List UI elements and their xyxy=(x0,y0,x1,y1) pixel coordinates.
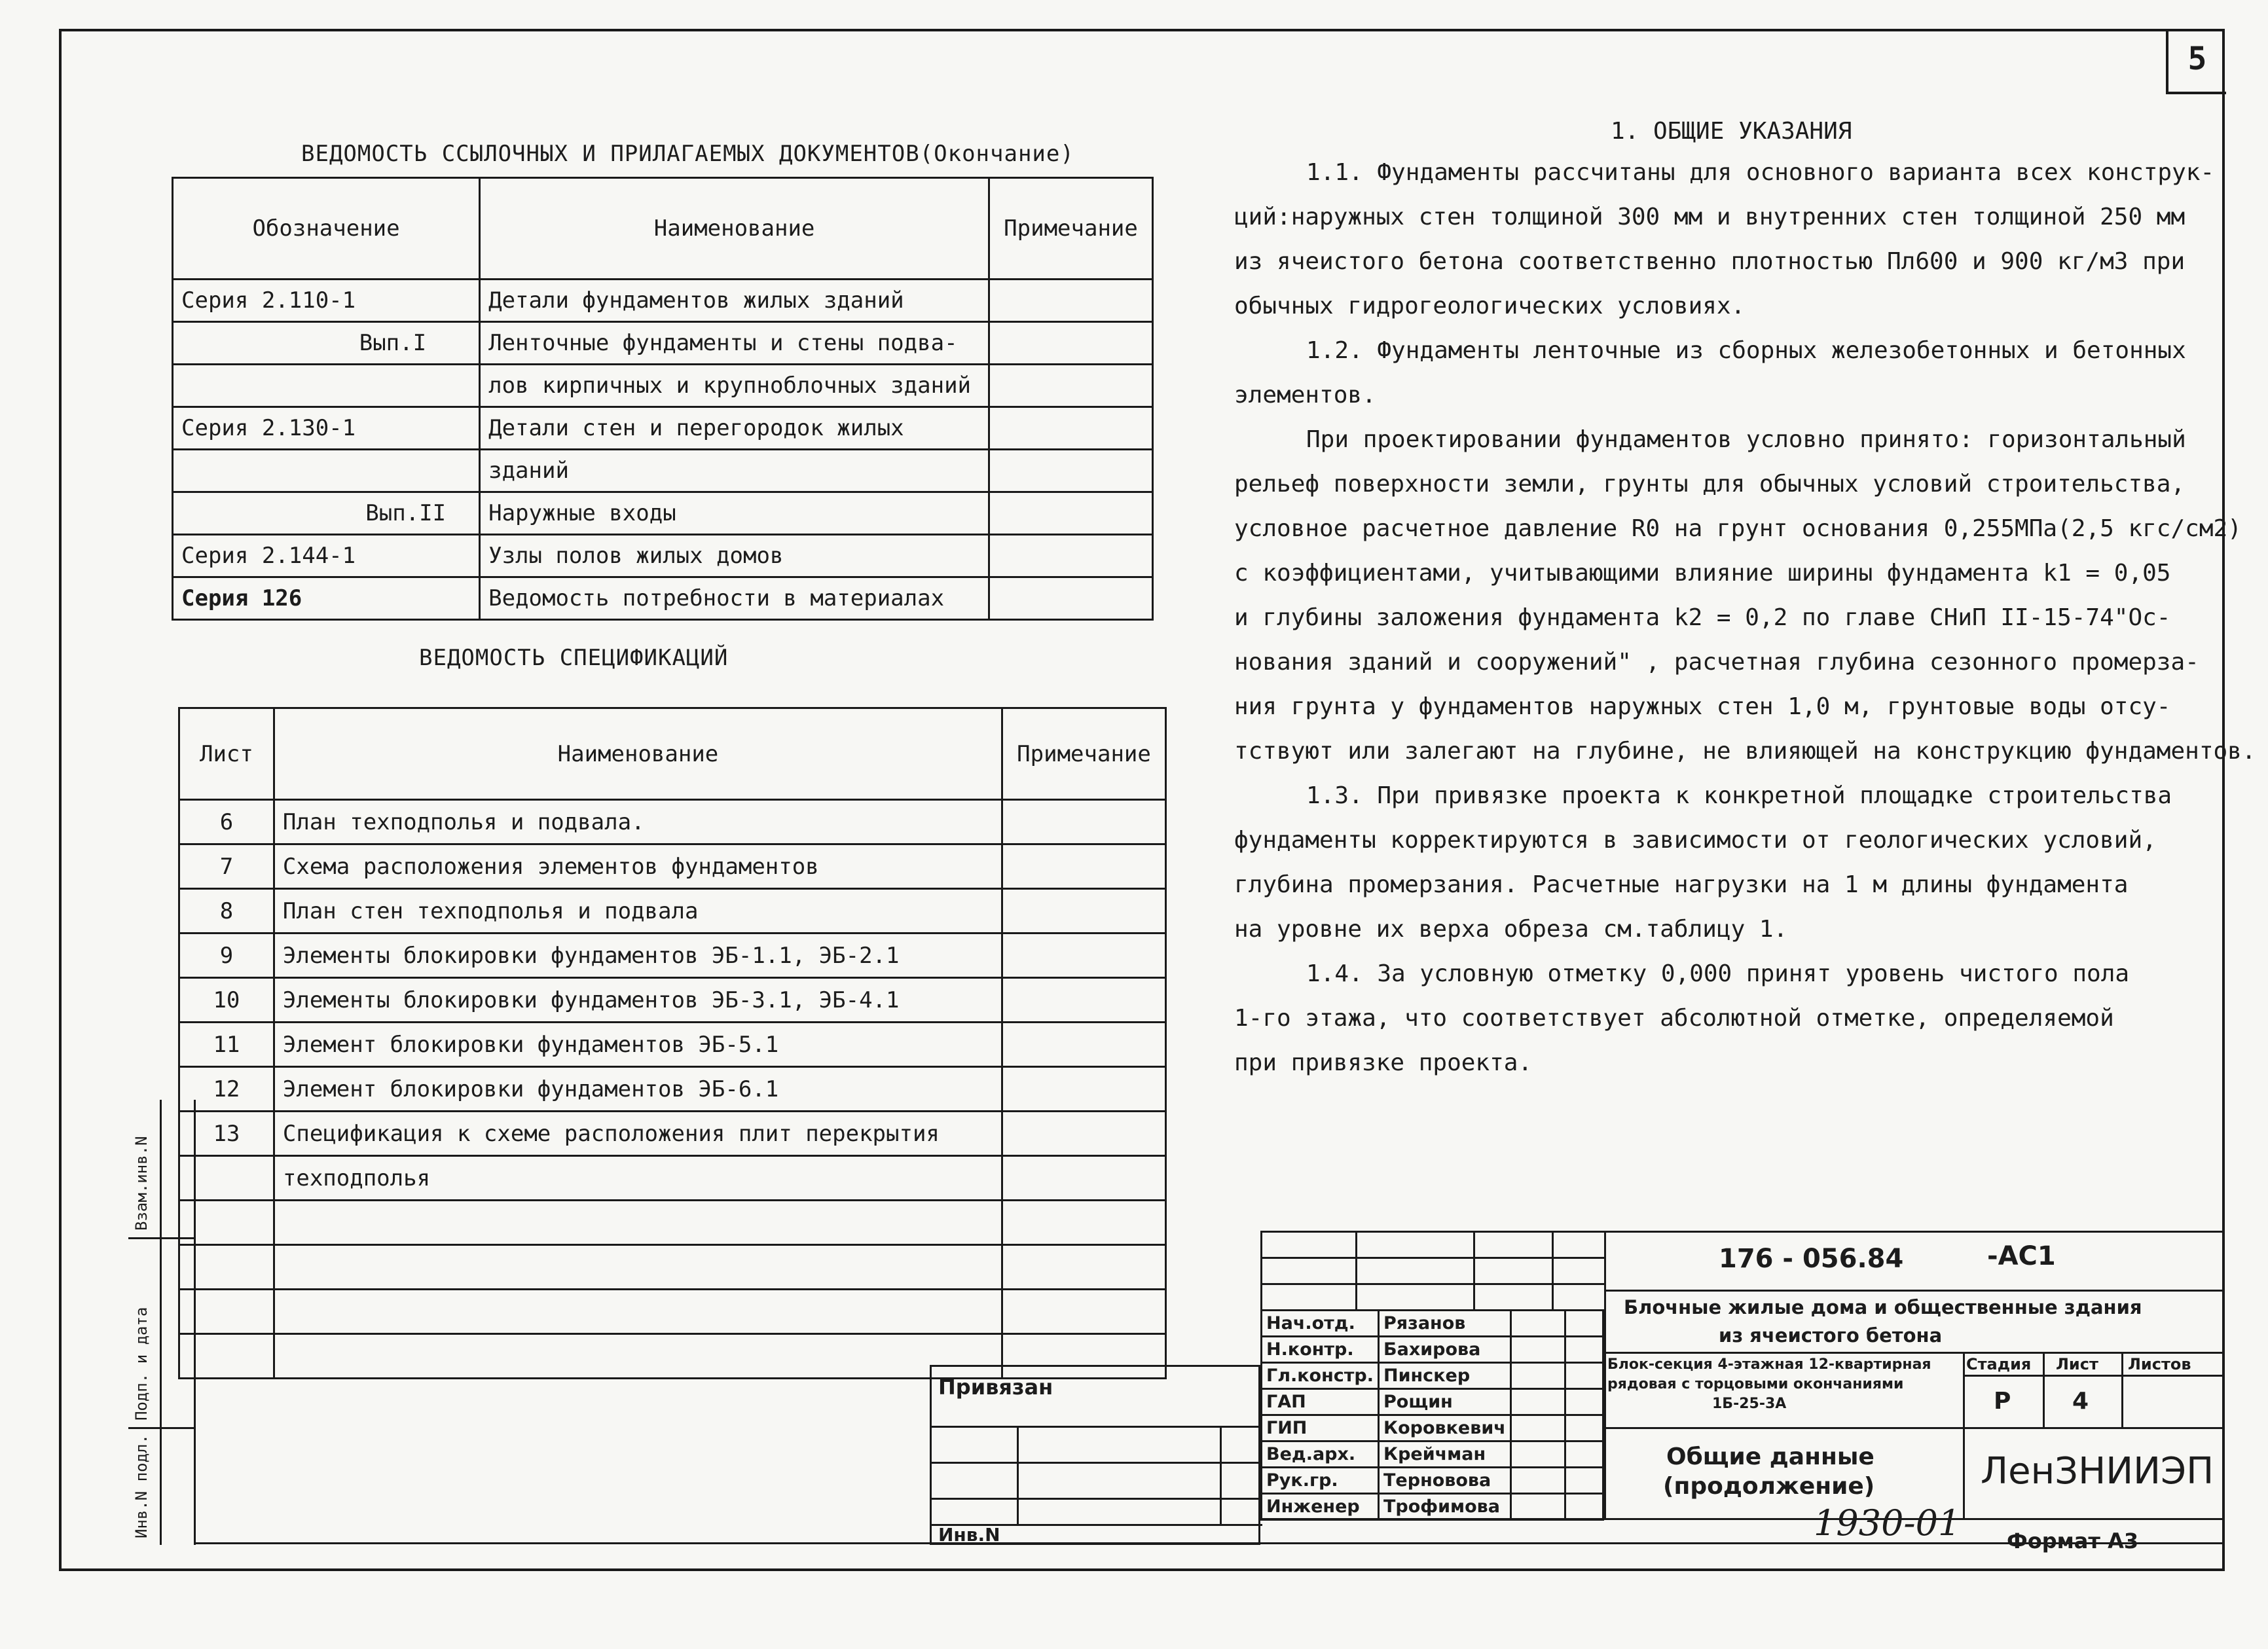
notes-line: условное расчетное давление R0 на грунт основания 0,255МПа(2,5 кгс/см2) xyxy=(1234,515,2242,542)
staff-row: ГИП Коровкевич xyxy=(1262,1415,1603,1441)
table-row: Серия 2.110-1 Детали фундаментов жилых зданий xyxy=(173,280,1153,322)
notes-line: и глубины заложения фундамента k2 = 0,2 по главе СНиП II-15-74"Ос- xyxy=(1234,604,2171,631)
references-table xyxy=(172,177,1154,621)
notes-line: нования зданий и сооружений" , расчетная глубина сезонного промерза- xyxy=(1234,649,2199,676)
col-header-name: Наименование xyxy=(480,178,989,280)
title-block xyxy=(1260,1231,2224,1517)
section-name-3: 1Б-25-3А xyxy=(1712,1396,1787,1412)
col-header-code: Обозначение xyxy=(173,178,480,280)
archive-number: 1930-01 xyxy=(1814,1502,1961,1544)
binding-title: Привязан xyxy=(938,1375,1053,1400)
inner-frame-left xyxy=(194,1100,196,1545)
table-row: техподполья xyxy=(179,1156,1166,1201)
table2-title: ВЕДОМОСТЬ СПЕЦИФИКАЦИЙ xyxy=(419,645,729,671)
staff-row: ГАП Рощин xyxy=(1262,1389,1603,1415)
notes-line: ций:наружных стен толщиной 300 мм и внутренних стен толщиной 250 мм xyxy=(1234,204,2186,230)
col-header-note: Примечание xyxy=(1002,708,1166,800)
table-row: лов кирпичных и крупноблочных зданий xyxy=(173,365,1153,407)
notes-line: с коэффициентами, учитывающими влияние ширины фундамента k1 = 0,05 xyxy=(1234,560,2171,587)
notes-line: 1-го этажа, что соответствует абсолютной отметке, определяемой xyxy=(1234,1005,2114,1032)
project-name-2: из ячеистого бетона xyxy=(1719,1324,1943,1347)
col-header-name: Наименование xyxy=(274,708,1002,800)
table-row: Вып.I Ленточные фундаменты и стены подва- xyxy=(173,322,1153,365)
col-header-sheet: Лист xyxy=(179,708,274,800)
notes-line: При проектировании фундаментов условно принято: горизонтальный xyxy=(1306,426,2186,453)
table-row xyxy=(179,1290,1166,1334)
table-row: 8 План стен техподполья и подвала xyxy=(179,889,1166,933)
notes-line: 1.4. За условную отметку 0,000 принят уровень чистого пола xyxy=(1306,960,2130,987)
staff-row: Нач.отд. Рязанов xyxy=(1262,1311,1603,1337)
table-row: Серия 126 Ведомость потребности в материалах xyxy=(173,577,1153,620)
notes-line: фундаменты корректируются в зависимости от геологических условий, xyxy=(1234,827,2157,854)
binding-inv: Инв.N xyxy=(938,1524,1000,1546)
notes-line: 1.3. При привязке проекта к конкретной площадке строительства xyxy=(1306,782,2172,809)
table-row: Серия 2.130-1 Детали стен и перегородок жилых xyxy=(173,407,1153,450)
staff-row: Гл.констр. Пинскер xyxy=(1262,1363,1603,1389)
notes-line: элементов. xyxy=(1234,382,1376,408)
table-row: Серия 2.144-1 Узлы полов жилых домов xyxy=(173,535,1153,577)
section-name: Блок-секция 4-этажная 12-квартирная xyxy=(1607,1356,1931,1373)
section-name-2: рядовая с торцовыми окончаниями xyxy=(1607,1376,1904,1392)
organization-name: ЛенЗНИИЭП xyxy=(1981,1450,2214,1493)
table-row: 13 Спецификация к схеме расположения плит перекрытия xyxy=(179,1112,1166,1156)
notes-line: рельеф поверхности земли, грунты для обычных условий строительства, xyxy=(1234,471,2186,498)
table-row: 10 Элементы блокировки фундаментов ЭБ-3.1, ЭБ-4.1 xyxy=(179,978,1166,1023)
staff-row: Вед.арх. Крейчман xyxy=(1262,1441,1603,1468)
doc-code: 176 - 056.84 xyxy=(1719,1244,1904,1274)
table-row: 9 Элементы блокировки фундаментов ЭБ-1.1, ЭБ-2.1 xyxy=(179,933,1166,978)
notes-line: глубина промерзания. Расчетные нагрузки на 1 м длины фундамента xyxy=(1234,871,2129,898)
project-name: Блочные жилые дома и общественные здания xyxy=(1624,1296,2142,1318)
sheet-number: 5 xyxy=(2166,29,2226,94)
strip-label: Инв.N подл. xyxy=(132,1434,151,1538)
stage-label: Стадия xyxy=(1966,1355,2032,1373)
notes-line: тствуют или залегают на глубине, не влияющей на конструкцию фундаментов. xyxy=(1234,738,2256,765)
table-row xyxy=(179,1245,1166,1290)
table-row: 12 Элемент блокировки фундаментов ЭБ-6.1 xyxy=(179,1067,1166,1112)
table-row: Вып.II Наружные входы xyxy=(173,492,1153,535)
notes-line: обычных гидрогеологических условиях. xyxy=(1234,293,1746,319)
notes-line: при привязке проекта. xyxy=(1234,1049,1533,1076)
stage-value: Р xyxy=(1994,1388,2011,1415)
notes-line: 1.2. Фундаменты ленточные из сборных железобетонных и бетонных xyxy=(1306,337,2186,364)
sheet-label: Лист xyxy=(2056,1355,2098,1373)
staff-table xyxy=(1260,1309,1604,1521)
sheets-label: Листов xyxy=(2128,1355,2191,1373)
specifications-table xyxy=(178,707,1167,1379)
strip-label: Подп. и дата xyxy=(132,1307,151,1421)
notes-line: ния грунта у фундаментов наружных стен 1,0 м, грунтовые воды отсу- xyxy=(1234,693,2171,720)
table1-title: ВЕДОМОСТЬ ССЫЛОЧНЫХ И ПРИЛАГАЕМЫХ ДОКУМЕНТОВ(Окончание) xyxy=(301,141,1074,167)
table-row xyxy=(179,1201,1166,1245)
notes-line: 1.1. Фундаменты рассчитаны для основного варианта всех конструк- xyxy=(1306,159,2215,186)
staff-row: Инженер Трофимова xyxy=(1262,1494,1603,1520)
binding-box xyxy=(930,1365,1260,1545)
table-row: 6 План техподполья и подвала. xyxy=(179,800,1166,844)
paper-format: Формат А3 xyxy=(2007,1529,2139,1553)
col-header-note: Примечание xyxy=(989,178,1153,280)
sheet-value: 4 xyxy=(2072,1388,2089,1415)
table-row: зданий xyxy=(173,450,1153,492)
doc-suffix: -АС1 xyxy=(1987,1241,2056,1271)
notes-line: из ячеистого бетона соответственно плотностью Пл600 и 900 кг/м3 при xyxy=(1234,248,2186,275)
sheet-title: Общие данные xyxy=(1666,1443,1875,1470)
notes-title: 1. ОБЩИЕ УКАЗАНИЯ xyxy=(1611,118,1852,145)
staff-row: Н.контр. Бахирова xyxy=(1262,1337,1603,1363)
strip-label: Взам.инв.N xyxy=(132,1136,151,1231)
table-row: 11 Элемент блокировки фундаментов ЭБ-5.1 xyxy=(179,1023,1166,1067)
approval-strip xyxy=(128,1100,196,1545)
sheet-title-2: (продолжение) xyxy=(1663,1473,1875,1500)
staff-row: Рук.гр. Терновова xyxy=(1262,1468,1603,1494)
notes-line: на уровне их верха обреза см.таблицу 1. xyxy=(1234,916,1788,943)
notes-text xyxy=(1234,151,2256,1085)
table-row: 7 Схема расположения элементов фундаментов xyxy=(179,844,1166,889)
